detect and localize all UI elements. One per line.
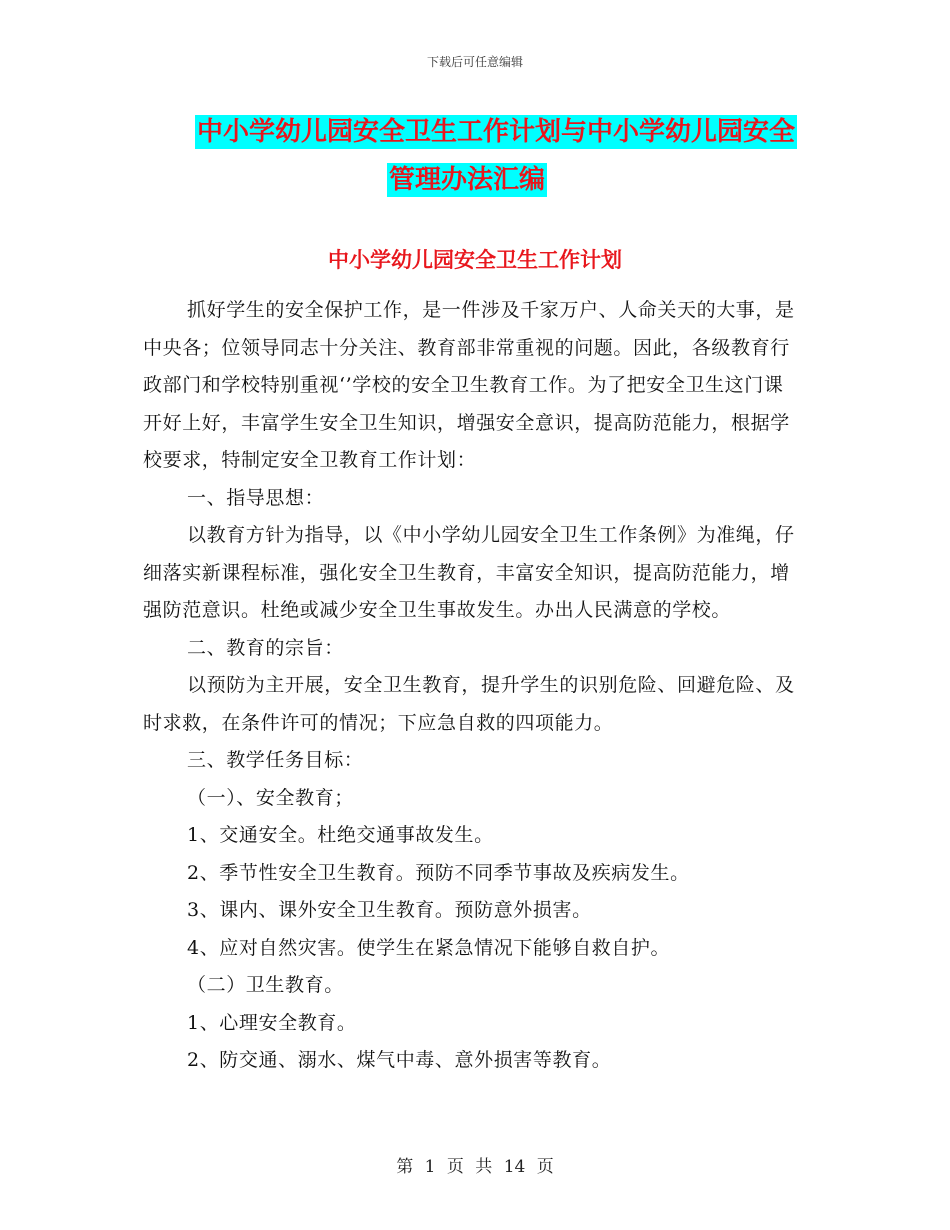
guiding-thought-paragraph: 以教育方针为指导，以《中小学幼儿园安全卫生工作条例》为准绳，仔细落实新课程标准，强化安全卫生教育，丰富安全知识，提高防范能力，增强防范意识。杜绝或减少安全卫生事故发生。办出人民满意的学校。 bbox=[143, 524, 795, 621]
document-title bbox=[195, 108, 805, 204]
subheading-hygiene: （二）卫生教育。 bbox=[187, 974, 344, 996]
list-item: 2、季节性安全卫生教育。预防不同季节事故及疾病发生。 bbox=[187, 861, 690, 884]
purpose-paragraph: 以预防为主开展，安全卫生教育，提升学生的识别危险、回避危险、及时求救，在条件许可的情况；下应急自救的四项能力。 bbox=[143, 674, 795, 734]
page-number: 第 1 页 共 14 页 bbox=[396, 1157, 554, 1177]
title-line-2: 管理办法汇编 bbox=[388, 165, 545, 195]
list-item: 4、应对自然灾害。使学生在紧急情况下能够自救自护。 bbox=[187, 936, 671, 959]
list-item: 3、课内、课外安全卫生教育。预防意外损害。 bbox=[187, 899, 592, 921]
subheading-safety: （一）、安全教育； bbox=[187, 786, 354, 809]
list-item: 1、心理安全教育。 bbox=[187, 1011, 357, 1034]
document-body bbox=[143, 292, 803, 1080]
title-line-1: 中小学幼儿园安全卫生工作计划与中小学幼儿园安全 bbox=[197, 117, 796, 147]
list-item: 2、防交通、溺水、煤气中毒、意外损害等教育。 bbox=[187, 1049, 612, 1071]
header-note: 下载后可任意编辑 bbox=[426, 55, 523, 69]
heading-guiding-thought: 一、指导思想： bbox=[187, 486, 325, 509]
heading-purpose: 二、教育的宗旨： bbox=[187, 636, 344, 659]
heading-goals: 三、教学任务目标： bbox=[187, 749, 364, 771]
list-item: 1、交通安全。杜绝交通事故发生。 bbox=[187, 824, 494, 846]
intro-paragraph: 抓好学生的安全保护工作，是一件涉及千家万户、人命关天的大事，是中央各；位领导同志十分关注、教育部非常重视的问题。因此，各级教育行政部门和学校特别重视‘’学校的安全卫生教育工作。为了把安全卫生这门课开好上好，丰富学生安全卫生知识，增强安全意识，提高防范能力，根据学校要求，特制定安全卫教育工作计划： bbox=[143, 299, 795, 471]
section-title: 中小学幼儿园安全卫生工作计划 bbox=[328, 248, 622, 272]
